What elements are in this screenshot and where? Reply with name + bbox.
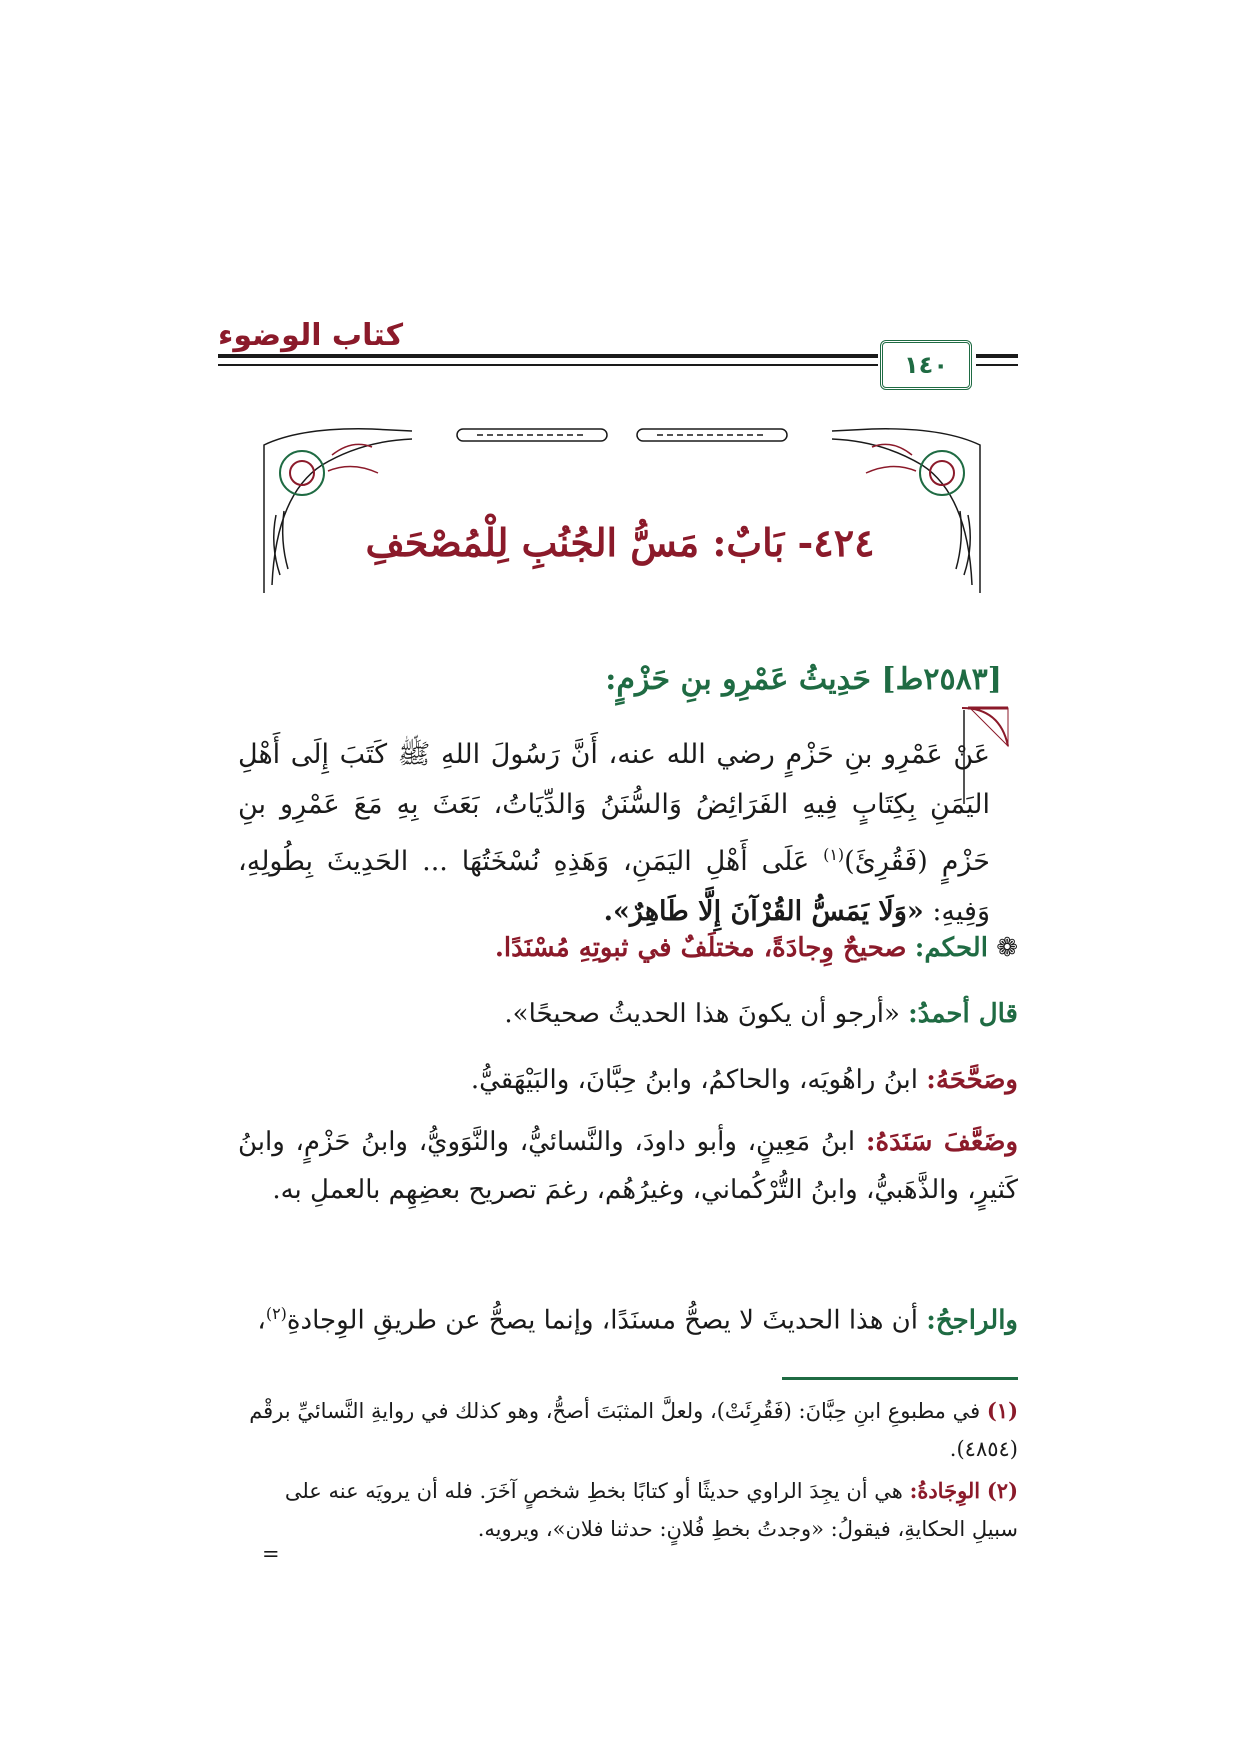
- ahmad-text: «أرجو أن يكونَ هذا الحديثُ صحيحًا».: [504, 999, 900, 1029]
- footnote-ref-2: (٢): [265, 1304, 287, 1323]
- authenticators-line: [238, 1056, 1018, 1104]
- ahmad-statement: [238, 990, 1018, 1038]
- hadith-heading: [٢٥٨٣ط] حَدِيثُ عَمْرِو بنِ حَزْمٍ:: [605, 662, 1002, 697]
- ruling-line: [238, 924, 1018, 972]
- continuation-mark: =: [262, 1542, 280, 1566]
- weakeners-paragraph: [238, 1118, 1018, 1214]
- footnote-separator: [782, 1377, 1018, 1380]
- header-rule-bottom: [218, 364, 878, 366]
- footnote-ref-1: (١): [823, 845, 845, 864]
- authenticators-label: وصَحَّحَهُ:: [926, 1065, 1018, 1095]
- header-rule-right-top: [976, 354, 1018, 358]
- chapter-ornament-frame: [262, 425, 982, 595]
- footnote-1: [238, 1392, 1018, 1468]
- footnote-1-number: (١): [986, 1398, 1018, 1423]
- ruling-label: الحكم:: [914, 933, 988, 963]
- preponderant-text: أن هذا الحديثَ لا يصحُّ مسنَدًا، وإنما يصحُّ عن طريقِ الوِجادةِ: [286, 1305, 918, 1336]
- ruling-value: صحيحٌ وِجادَةً، مختلَفٌ في ثبوتِهِ مُسْنَدًا.: [494, 933, 907, 963]
- hadith-text: [238, 730, 990, 937]
- page-number: ١٤٠: [880, 340, 972, 390]
- weakeners-text: ابنُ مَعِينٍ، وأبو داودَ، والنَّسائيُّ، والنَّوَويُّ، وابنُ حَزْمٍ، وابنُ كَثيرٍ، والذَّهَبيُّ، وابنُ التُّرْكُماني، وغيرُهُم، رغمَ تصريح بعضِهِم بالعملِ به.: [238, 1127, 1018, 1205]
- top-cartouches: [457, 429, 787, 441]
- chapter-title: ٤٢٤- بَابٌ: مَسُّ الجُنُبِ لِلْمُصْحَفِ: [365, 520, 875, 565]
- footnote-2-number: (٢): [986, 1478, 1018, 1503]
- hadith-text-part2: عَلَى أَهْلِ اليَمَنِ، وَهَذِهِ نُسْخَتُهَا ... الحَدِيثَ بِطُولِهِ، وَفِيهِ:: [238, 846, 990, 927]
- footnote-2-label: الوِجَادةُ:: [909, 1478, 981, 1503]
- left-corner-ornament: [264, 429, 412, 593]
- hadith-text-part1: عَنْ عَمْرِو بنِ حَزْمٍ رضي الله عنه، أَنَّ رَسُولَ اللهِ ﷺ كَتَبَ إِلَى أَهْلِ اليَمَنِ بِكِتَابٍ فِيهِ الفَرَائِضُ وَالسُّنَنُ وَالدِّيَاتُ، بَعَثَ بِهِ مَعَ عَمْرِو بنِ حَزْمٍ (فَقُرِئَ): [238, 739, 990, 877]
- preponderant-line: [238, 1290, 1018, 1345]
- right-corner-ornament: [832, 429, 980, 593]
- preponderant-tail: ،: [257, 1305, 266, 1336]
- footnote-1-text: في مطبوعِ ابنِ حِبَّانَ: (فَقُرِئَتْ)، ولعلَّ المثبَتَ أصحُّ، وهو كذلك في روايةِ النَّسائيِّ برقْم (٤٨٥٤).: [249, 1399, 1018, 1461]
- ahmad-label: قال أحمدُ:: [908, 999, 1018, 1029]
- authenticators-text: ابنُ راهُويَه، والحاكمُ، وابنُ حِبَّانَ، والبَيْهَقيُّ.: [470, 1065, 918, 1095]
- weakeners-label: وضَعَّفَ سَنَدَهُ:: [865, 1127, 1018, 1157]
- rosette-icon: ❁: [996, 933, 1018, 963]
- footnote-2-text: هي أن يجِدَ الراوي حديثًا أو كتابًا بخطِ شخصٍ آخَرَ. فله أن يرويَه عنه على سبيلِ الحكايةِ، فيقولُ: «وجدتُ بخطِ فُلانٍ: حدثنا فلان»، ويرويه.: [284, 1479, 1018, 1541]
- running-header-title: كتاب الوضوء: [218, 318, 404, 353]
- hadith-quote: «وَلَا يَمَسُّ القُرْآنَ إِلَّا طَاهِرٌ».: [603, 896, 924, 927]
- header-rule-right-bottom: [976, 364, 1018, 366]
- header-rule-top: [218, 354, 878, 358]
- preponderant-label: والراجحُ:: [926, 1305, 1018, 1336]
- footnote-2: [238, 1472, 1018, 1548]
